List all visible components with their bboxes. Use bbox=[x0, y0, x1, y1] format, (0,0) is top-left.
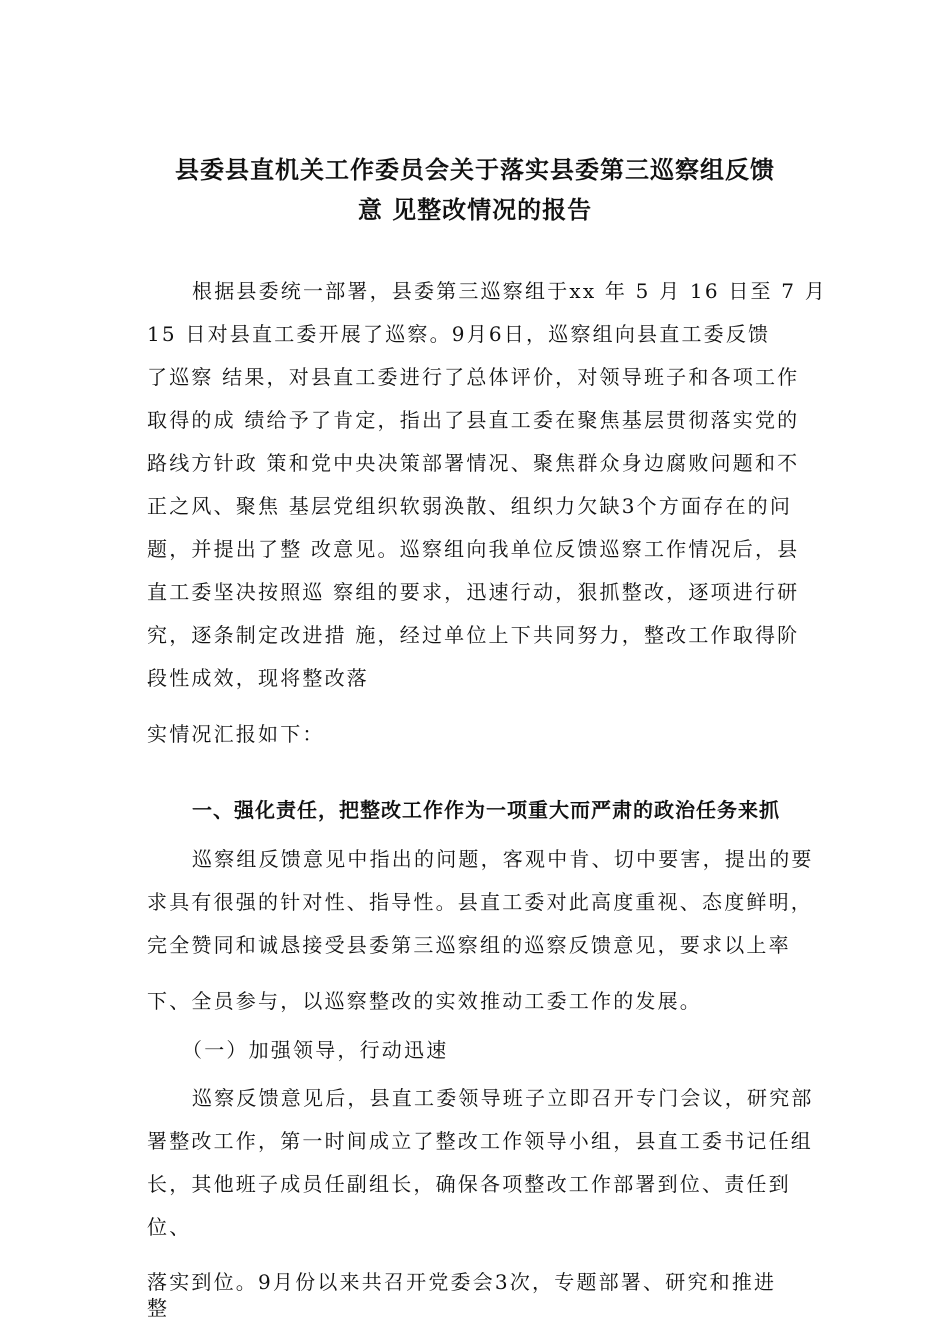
intro-line: 路线方针政 策和党中央决策部署情况、聚焦群众身边腐败问题和不 bbox=[147, 451, 800, 475]
intro-line: 了巡察 结果，对县直工委进行了总体评价，对领导班子和各项工作 bbox=[147, 365, 800, 389]
subsection-1-line: 整 bbox=[147, 1296, 170, 1320]
intro-line: 15 日对县直工委开展了巡察。9月6日，巡察组向县直工委反馈 bbox=[147, 322, 771, 346]
intro-line: 究，逐条制定改进措 施，经过单位上下共同努力，整改工作取得阶 bbox=[147, 623, 800, 647]
intro-line: 正之风、聚焦 基层党组织软弱涣散、组织力欠缺3个方面存在的问 bbox=[147, 494, 793, 518]
subsection-1-line: 落实到位。9月份以来共召开党委会3次，专题部署、研究和推进 bbox=[147, 1270, 777, 1294]
subsection-1-heading: （一）加强领导，行动迅速 bbox=[182, 1038, 449, 1062]
section-1-heading: 一、强化责任，把整改工作作为一项重大而严肃的政治任务来抓 bbox=[192, 798, 780, 822]
section-1-tail-line: 下、全员参与，以巡察整改的实效推动工委工作的发展。 bbox=[147, 989, 702, 1013]
intro-line: 段性成效，现将整改落 bbox=[147, 666, 369, 690]
section-1-line: 完全赞同和诚恳接受县委第三巡察组的巡察反馈意见，要求以上率 bbox=[147, 933, 791, 957]
document-title-line-2: 意 见整改情况的报告 bbox=[357, 196, 593, 224]
subsection-1-line: 巡察反馈意见后，县直工委领导班子立即召开专门会议，研究部 bbox=[192, 1086, 814, 1110]
intro-tail-line: 实情况汇报如下： bbox=[147, 722, 325, 746]
section-1-line: 求具有很强的针对性、指导性。县直工委对此高度重视、态度鲜明， bbox=[147, 890, 813, 914]
subsection-1-line: 长，其他班子成员任副组长，确保各项整改工作部署到位、责任到 bbox=[147, 1172, 791, 1196]
intro-line: 题，并提出了整 改意见。巡察组向我单位反馈巡察工作情况后，县 bbox=[147, 537, 800, 561]
subsection-1-line: 位、 bbox=[147, 1215, 192, 1239]
intro-line: 直工委坚决按照巡 察组的要求，迅速行动，狠抓整改，逐项进行研 bbox=[147, 580, 800, 604]
document-title-line-1: 县委县直机关工作委员会关于落实县委第三巡察组反馈 bbox=[175, 156, 775, 184]
intro-line: 根据县委统一部署，县委第三巡察组于xx 年 5 月 16 日至 7 月 bbox=[192, 279, 827, 303]
subsection-1-line: 署整改工作，第一时间成立了整改工作领导小组，县直工委书记任组 bbox=[147, 1129, 813, 1153]
intro-line: 取得的成 绩给予了肯定，指出了县直工委在聚焦基层贯彻落实党的 bbox=[147, 408, 800, 432]
section-1-line: 巡察组反馈意见中指出的问题，客观中肯、切中要害，提出的要 bbox=[192, 847, 814, 871]
